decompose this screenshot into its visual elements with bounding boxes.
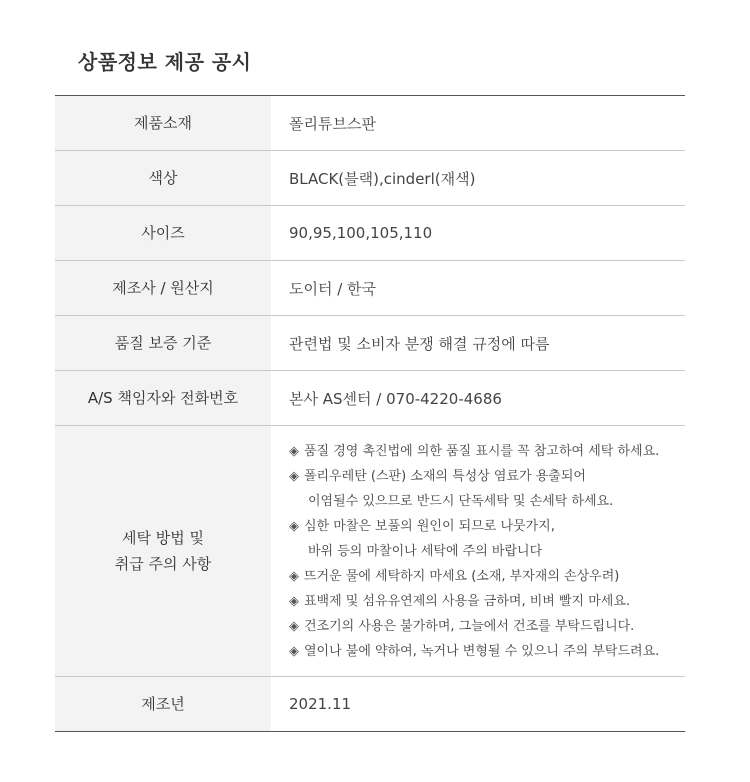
product-info-table xyxy=(55,95,685,732)
row-value: 도이터 / 한국 xyxy=(289,279,377,298)
table-row-quality-warranty xyxy=(55,316,685,371)
row-value: 본사 AS센터 / 070-4220-4686 xyxy=(289,389,502,408)
table-row-manufacture-year xyxy=(55,677,685,732)
row-value xyxy=(271,426,685,677)
diamond-bullet-icon: ◈ xyxy=(289,518,299,534)
care-label-line2: 취급 주의 사항 xyxy=(114,555,212,573)
row-label: 제조사 / 원산지 xyxy=(55,261,271,316)
row-label: 제품소재 xyxy=(55,96,271,151)
care-line: ◈ 폴리우레탄 (스판) 소재의 특성상 염료가 용출되어 xyxy=(289,464,685,489)
table-row-color xyxy=(55,151,685,206)
diamond-bullet-icon: ◈ xyxy=(289,618,299,634)
row-value: BLACK(블랙),cinderl(재색) xyxy=(289,169,476,188)
row-label xyxy=(55,426,271,677)
care-label-line1: 세탁 방법 및 xyxy=(122,529,204,547)
care-line: 이염될수 있으므로 반드시 단독세탁 및 손세탁 하세요. xyxy=(308,493,614,509)
care-line: ◈ 건조기의 사용은 불가하며, 그늘에서 건조를 부탁드립니다. xyxy=(289,614,685,639)
row-label: A/S 책임자와 전화번호 xyxy=(55,371,271,426)
table-row-size xyxy=(55,206,685,261)
table-row-as-contact xyxy=(55,371,685,426)
row-label: 색상 xyxy=(55,151,271,206)
diamond-bullet-icon: ◈ xyxy=(289,593,299,609)
row-value: 90,95,100,105,110 xyxy=(289,224,433,242)
row-value: 2021.11 xyxy=(289,695,352,713)
care-line: ◈ 품질 경영 촉진법에 의한 품질 표시를 꼭 참고하여 세탁 하세요. xyxy=(289,439,685,464)
diamond-bullet-icon: ◈ xyxy=(289,443,299,459)
row-value: 폴리튜브스판 xyxy=(289,114,376,133)
care-line: 바위 등의 마찰이나 세탁에 주의 바랍니다 xyxy=(308,543,543,559)
diamond-bullet-icon: ◈ xyxy=(289,568,299,584)
table-row-care-instructions xyxy=(55,426,685,677)
care-line: ◈ 심한 마찰은 보풀의 원인이 되므로 나뭇가지, xyxy=(289,514,685,539)
diamond-bullet-icon: ◈ xyxy=(289,643,299,659)
care-line: ◈ 표백제 및 섬유유연제의 사용을 금하며, 비벼 빨지 마세요. xyxy=(289,589,685,614)
care-line: ◈ 뜨거운 물에 세탁하지 마세요 (소재, 부자재의 손상우려) xyxy=(289,564,685,589)
row-value: 관련법 및 소비자 분쟁 해결 규정에 따름 xyxy=(289,334,550,353)
page-title: 상품정보 제공 공시 xyxy=(78,50,252,74)
table-row-material xyxy=(55,96,685,151)
table-row-manufacturer-origin xyxy=(55,261,685,316)
care-line: ◈ 열이나 불에 약하여, 녹거나 변형될 수 있으니 주의 부탁드려요. xyxy=(289,639,685,664)
row-label: 사이즈 xyxy=(55,206,271,261)
row-label: 품질 보증 기준 xyxy=(55,316,271,371)
care-instructions-list xyxy=(289,439,685,664)
diamond-bullet-icon: ◈ xyxy=(289,468,299,484)
row-label: 제조년 xyxy=(55,677,271,732)
